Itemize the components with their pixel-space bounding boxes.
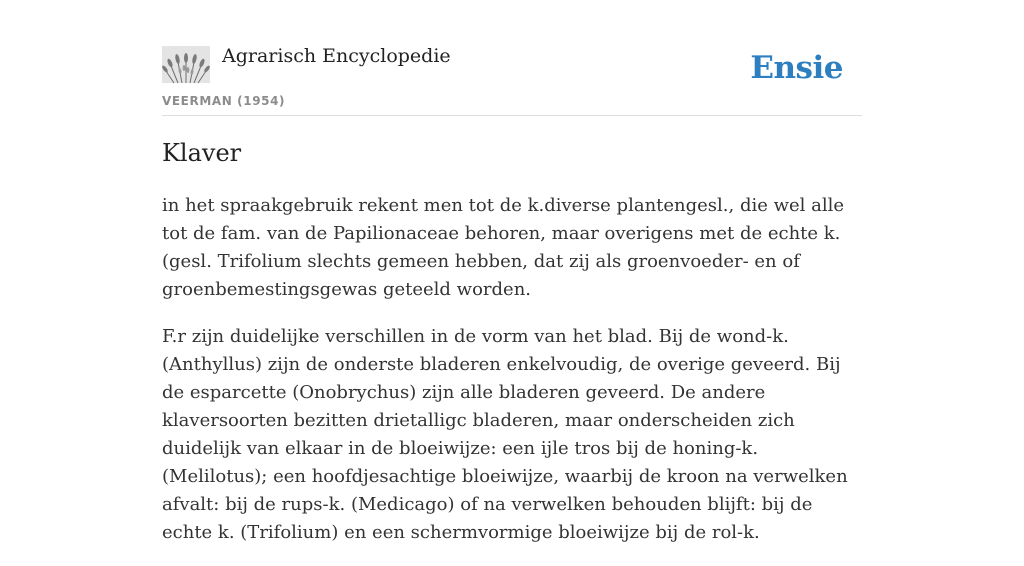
publication-title[interactable]: Agrarisch Encyclopedie — [222, 45, 451, 67]
article-body — [162, 192, 864, 566]
article-paragraph: in het spraakgebruik rekent men tot de k.diverse plantengesl., die wel alle tot de fam. van de Papilionaceae behoren, maar overigens met de echte k. (gesl. Trifolium slechts gemeen hebben, dat zij als groenvoeder- en of groenbemestingsgewas geteeld worden. — [162, 195, 845, 300]
article-title: Klaver — [162, 139, 242, 167]
ensie-brand-logo[interactable]: Ensie — [750, 50, 843, 86]
article-container — [162, 0, 862, 543]
article-paragraph: F.r zijn duidelijke verschillen in de vorm van het blad. Bij de wond-k. (Anthyllus) zijn de onderste bladeren enkelvoudig, de overige geveerd. Bij de esparcette (Onobrychus) zijn alle bladeren geveerd. De andere klaversoorten bezitten drietalligc bladeren, maar onderscheiden zich duidelijk van elkaar in de bloeiwijze: een ijle tros bij de honing-k. (Melilotus); een hoofdjesachtige bloeiwijze, waarbij de kroon na verwelken afvalt: bij de rups-k. (Medicago) of na verwelken behouden blijft: bij de echte k. (Trifolium) en een schermvormige bloeiwijze bij de rol-k. — [162, 326, 848, 543]
wheat-logo-image — [162, 46, 210, 83]
site-header — [162, 0, 862, 116]
author-line: VEERMAN (1954) — [162, 94, 286, 108]
wheat-logo-icon[interactable] — [162, 46, 210, 83]
